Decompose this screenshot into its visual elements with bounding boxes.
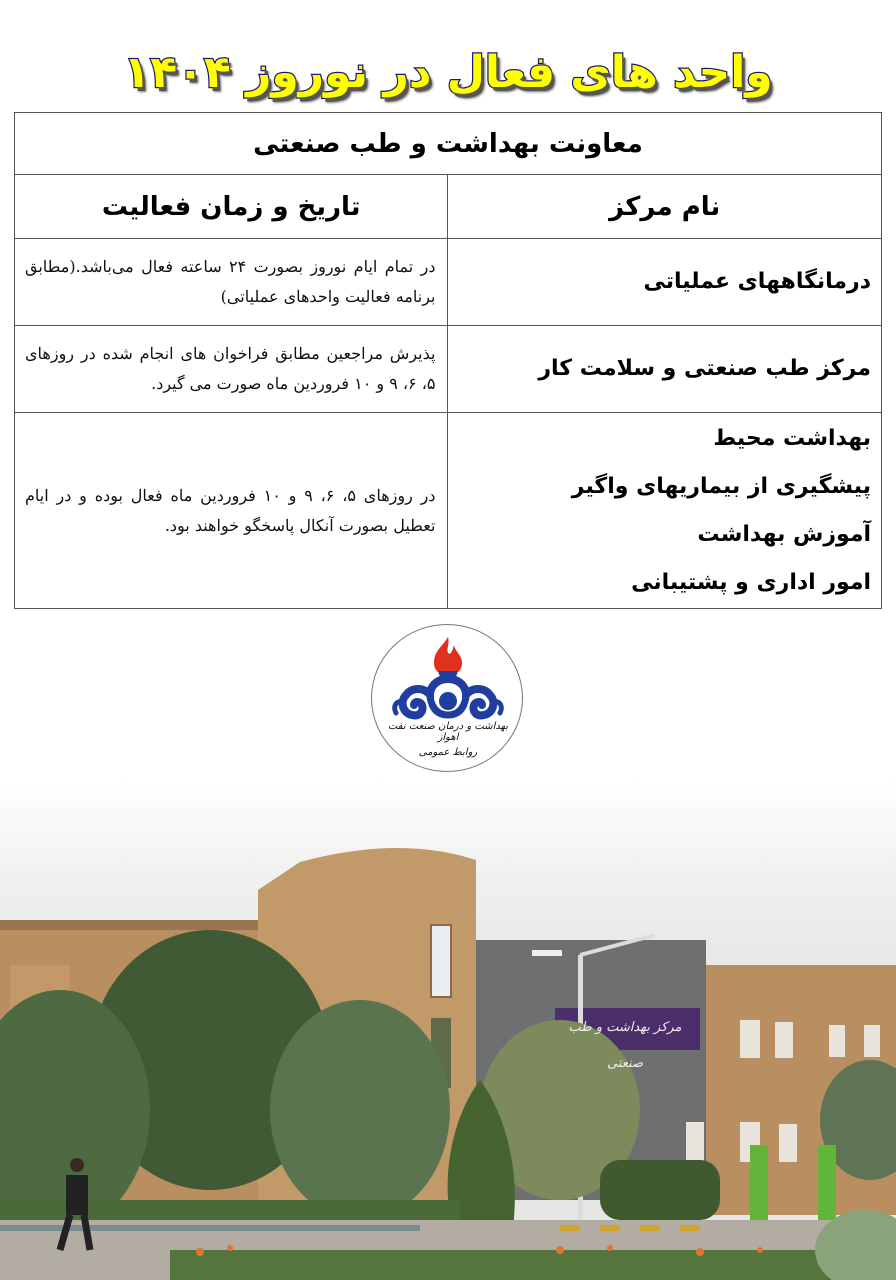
building-sign: مرکز بهداشت و طب صنعتی xyxy=(568,1020,682,1071)
column-header-row xyxy=(15,175,882,239)
column-header-activity-time: تاریخ و زمان فعالیت xyxy=(15,175,448,239)
center-name: درمانگاههای عملیاتی xyxy=(643,269,871,294)
activity-time-cell: در روزهای ۵، ۶، ۹ و ۱۰ فروردین ماه فعال بوده و در ایام تعطیل بصورت آنکال پاسخگو خواهند بود. xyxy=(15,413,448,609)
center-name-cell xyxy=(448,239,882,326)
center-name: آموزش بهداشت xyxy=(697,521,871,547)
department-heading: معاونت بهداشت و طب صنعتی xyxy=(15,113,882,175)
center-name: بهداشت محیط xyxy=(713,425,871,451)
table-row xyxy=(15,413,882,609)
center-name: امور اداری و پشتیبانی xyxy=(631,569,871,595)
center-name-cell xyxy=(448,326,882,413)
schedule-table xyxy=(14,112,882,609)
table-row xyxy=(15,326,882,413)
organization-logo xyxy=(371,624,523,772)
logo-caption: بهداشت و درمان صنعت نفت اهواز xyxy=(387,721,508,743)
page-title: واحد های فعال در نوروز ۱۴۰۴ xyxy=(123,46,773,98)
logo-subcaption: روابط عمومی xyxy=(418,747,478,758)
building-photo-illustration xyxy=(0,780,896,1280)
building-photo xyxy=(0,780,896,1280)
column-header-center-name: نام مرکز xyxy=(448,175,882,239)
title-banner xyxy=(0,36,896,108)
table-row xyxy=(15,239,882,326)
department-row xyxy=(15,113,882,175)
activity-time-cell: پذیرش مراجعین مطابق فراخوان های انجام شده در روزهای ۵، ۶، ۹ و ۱۰ فروردین ماه صورت می گیرد. xyxy=(15,326,448,413)
center-name: پیشگیری از بیماریهای واگیر xyxy=(571,473,871,499)
activity-time-cell: در تمام ایام نوروز بصورت ۲۴ ساعته فعال می‌باشد.(مطابق برنامه فعالیت واحدهای عملیاتی) xyxy=(15,239,448,326)
center-name: مرکز طب صنعتی و سلامت کار xyxy=(538,356,871,381)
center-name-cell xyxy=(448,413,882,609)
